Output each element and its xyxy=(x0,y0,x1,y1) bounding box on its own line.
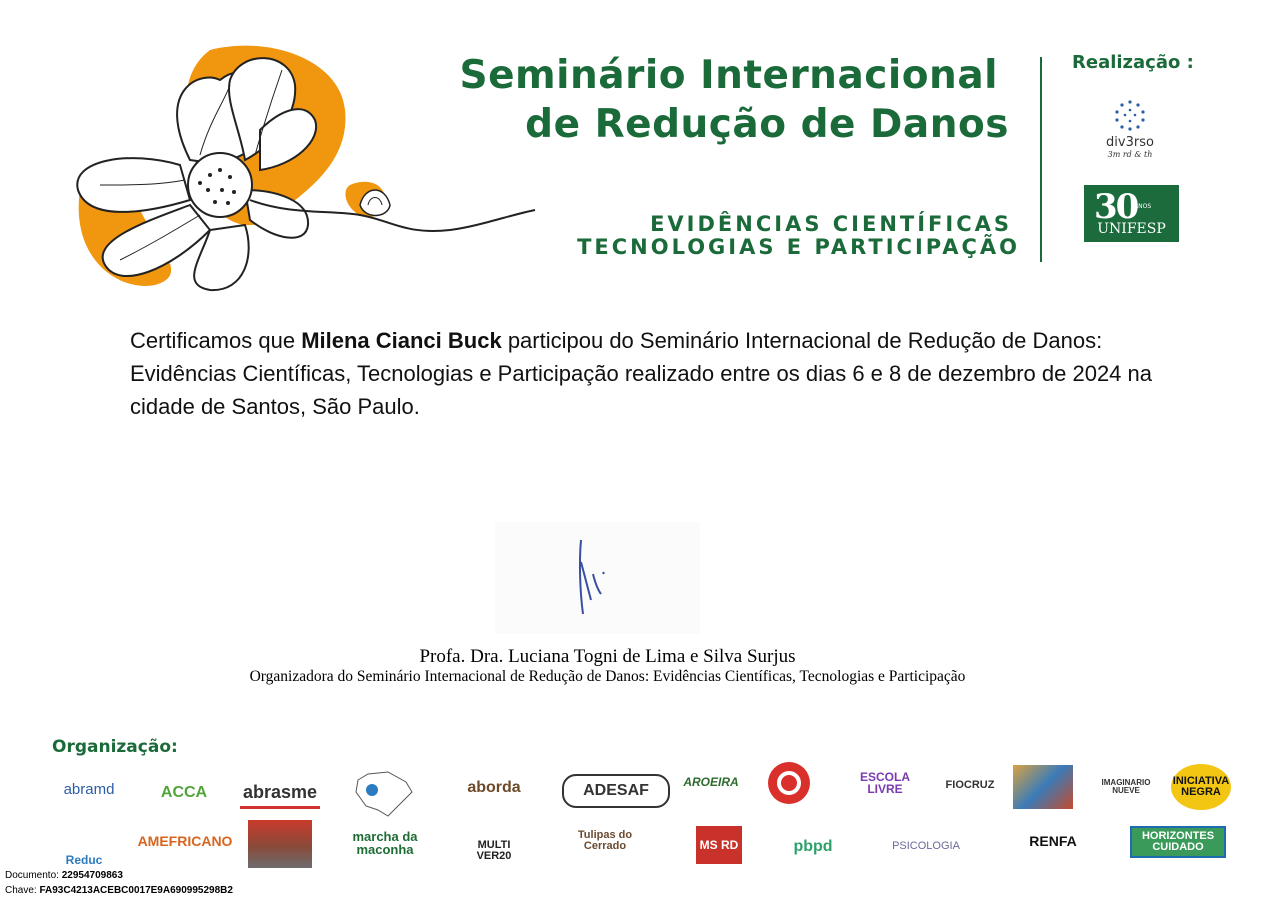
red-circle-icon xyxy=(760,761,818,805)
marcha-da-maconha-logo: marcha da maconha xyxy=(352,829,418,857)
building-photo-logo xyxy=(248,820,312,868)
pbpd-logo: pbpd xyxy=(793,838,833,855)
fiocruz-logo: FIOCRUZ xyxy=(945,778,995,791)
signatory-role: Organizadora do Seminário Internacional de Redução de Danos: Evidências Científicas, Tecnologias e Participação xyxy=(249,668,966,685)
psicologia-logo: PSICOLOGIA xyxy=(892,839,960,852)
chave-line xyxy=(5,885,233,896)
div3rso-text: div3rso xyxy=(1106,135,1154,150)
seminar-title-line2: de Redução de Danos xyxy=(525,102,1009,147)
multiverzo-logo: MULTI VER20 xyxy=(476,839,512,862)
brazil-map-icon xyxy=(348,770,418,818)
escola-livre-logo: ESCOLA LIVRE xyxy=(859,770,910,796)
aroeira-logo: AROEIRA xyxy=(683,775,739,789)
signature-area xyxy=(495,522,700,634)
red-circle-logo xyxy=(760,761,818,805)
subtitle-line1: EVIDÊNCIAS CIENTÍFICAS xyxy=(650,212,1012,236)
aborda-logo: aborda xyxy=(467,779,521,796)
header-divider xyxy=(1040,57,1042,262)
brazil-map-logo xyxy=(348,770,418,818)
unifesp-text: UNIFESP xyxy=(1097,221,1166,237)
tulipas-do-cerrado-logo: Tulipas do Cerrado xyxy=(577,829,633,852)
div3rso-logo xyxy=(1090,98,1170,164)
subtitle-line2: TECNOLOGIAS E PARTICIPAÇÃO xyxy=(577,235,1020,259)
amefricano-logo: AMEFRICANO xyxy=(137,833,233,849)
div3rso-dots-icon xyxy=(1110,98,1150,132)
documento-value: 22954709863 xyxy=(61,870,123,881)
abramd-logo: abramd xyxy=(63,780,115,798)
documento-label: Documento: xyxy=(5,870,59,881)
documento-line xyxy=(5,870,123,881)
signatory-name: Profa. Dra. Luciana Togni de Lima e Silva Surjus xyxy=(419,646,796,667)
ms-rd-logo: MS RD xyxy=(696,826,742,864)
certificate-text-after: participou do Seminário Internacional de Redução de Danos: Evidências Científicas, Tecnologias e Participação realizado entre os dias 6 e 8 de dezembro de 2024 na cidade de Santos, São Paulo. xyxy=(130,328,1153,419)
participant-name: Milena Cianci Buck xyxy=(301,328,502,353)
iniciativa-negra-logo: INICIATIVA NEGRA xyxy=(1171,764,1231,810)
colorful-art-logo xyxy=(1013,765,1073,809)
handwritten-signature xyxy=(495,522,700,634)
unifesp-anos: ANOS xyxy=(1134,203,1152,210)
renfa-logo: RENFA xyxy=(1029,833,1077,849)
reduc-logo: Reduc xyxy=(65,853,103,867)
unifesp-30-logo xyxy=(1084,185,1179,242)
div3rso-sub: 3m rd & th xyxy=(1107,150,1153,159)
adesaf-logo: ADESAF xyxy=(562,774,670,808)
imaginario-nueve-logo: IMAGINARIO NUEVE xyxy=(1101,778,1151,795)
abrasme-logo: abrasme xyxy=(240,778,320,809)
chave-value: FA93C4213ACEBC0017E9A690995298B2 xyxy=(39,885,233,896)
seminar-title-line1: Seminário Internacional xyxy=(459,53,998,98)
unifesp-number: 30 xyxy=(1094,187,1138,227)
organizacao-label: Organização: xyxy=(52,737,178,757)
acca-logo: ACCA xyxy=(160,784,208,801)
chave-label: Chave: xyxy=(5,885,37,896)
realizacao-label: Realização : xyxy=(1072,52,1194,73)
certificate-text-before: Certificamos que xyxy=(130,328,302,353)
horizontes-cuidado-logo: HORIZONTES CUIDADO xyxy=(1130,826,1226,858)
certificate-text xyxy=(130,324,1160,423)
